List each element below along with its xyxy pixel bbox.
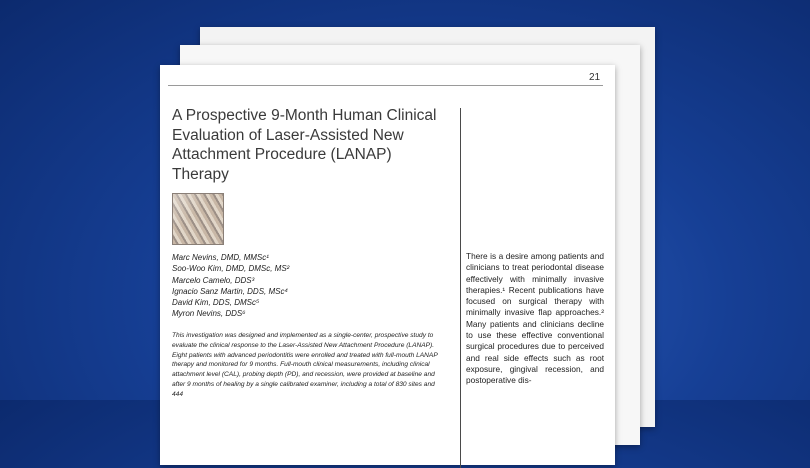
article-title: A Prospective 9-Month Human Clinical Evaluation of Laser-Assisted New Attachment Procedure (LANAP) Therapy [172, 107, 437, 183]
header-rule [168, 85, 603, 86]
author-list [172, 252, 289, 320]
column-divider [460, 108, 461, 468]
article-page [160, 65, 615, 465]
author: David Kim, DDS, DMSc⁵ [172, 298, 260, 308]
page-number: 21 [589, 72, 601, 83]
author: Marc Nevins, DMD, MMSc¹ [172, 253, 269, 262]
clinical-photo [172, 193, 224, 245]
author: Ignacio Sanz Martin, DDS, MSc⁴ [172, 286, 288, 296]
body-text: There is a desire among patients and clinicians to treat periodontal disease effectively with minimally invasive therapies.¹ Recent publications have focused on surgical therapy with minimally invasive flap approaches.² Many patients and clinicians decline to use these effective conventional surgical procedures due to perceived and real side effects such as root exposure, gingival recession, and postoperative dis- [466, 251, 604, 386]
author: Soo-Woo Kim, DMD, DMSc, MS² [172, 264, 290, 274]
author: Myron Nevins, DDS⁶ [172, 309, 246, 319]
abstract: This investigation was designed and implemented as a single-center, prospective study to evaluate the clinical response to the Laser-Assisted New Attachment Procedure (LANAP). Eight patients with advanced periodontitis were enrolled and treated with full-mouth LANAP therapy and monitored for 9 months. Full-mouth clinical measurements, including clinical attachment level (CAL), probing depth (PD), and recession, were provided at baseline and after 9 months of healing by a single calibrated examiner, including a total of 830 sites and 444 [172, 332, 438, 398]
author: Marcelo Camelo, DDS³ [172, 275, 255, 285]
